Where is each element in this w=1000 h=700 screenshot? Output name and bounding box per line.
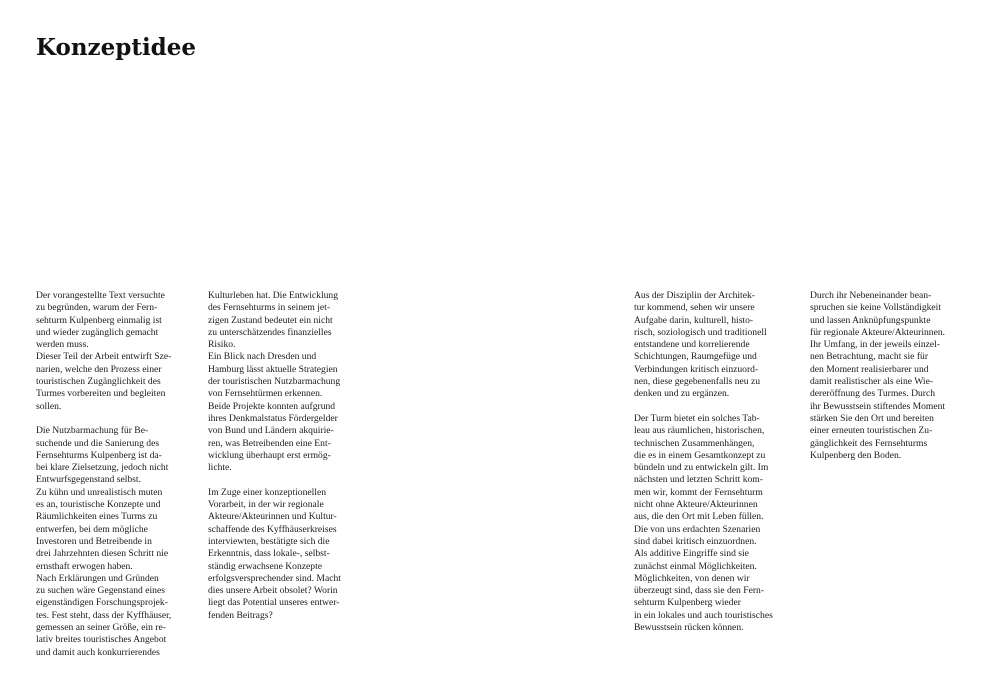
text-column-2: Kulturleben hat. Die Entwicklung des Fernsehturms in seinem jet- zigen Zustand bedeutet ein nicht zu unterschätzendes finanzielles Risiko. Ein Blick nach Dresden und Hamburg lässt aktuelle Strategien der touristischen Nutzbarmachung von Fernsehtürmen erkennen. Beide Projekte konnten aufgrund ihres Denkmalstatus Fördergelder von Bund und Ländern akquirie- ren, was Betreibenden eine Ent- wicklung überhaupt erst ermög- lichte. Im Zuge einer konzeptionellen Vorarbeit, in der wir regionale Akteure/Akteurinnen und Kultur- schaffende des Kyffhäuserkreises interviewten, bestätigte sich die Erkenntnis, dass lokale-, selbst- ständig erwachsene Konzepte erfolgsversprechender sind. Macht dies unsere Arbeit obsolet? Worin liegt das Potential unseres entwer- fenden Beitrags? — [208, 290, 341, 621]
page-title: Konzeptidee — [36, 34, 197, 61]
text-column-3: Aus der Disziplin der Architek- tur kommend, sehen wir unsere Aufgabe darin, kulturell, histo- risch, soziologisch und traditionell entstandene und korrelierende Schichtungen, Raumgefüge und Verbindungen kritisch einzuord- nen, diese gegebenenfalls neu zu denken und zu ergänzen. Der Turm bietet ein solches Tab- leau aus räumlichen, historischen, technischen Zusammenhängen, die es in einem Gesamtkonzept zu bündeln und zu entwickeln gilt. Im nächsten und letzten Schritt kom- men wir, kommt der Fernsehturm nicht ohne Akteure/Akteurinnen aus, die den Ort mit Leben füllen. Die von uns erdachten Szenarien sind dabei kritisch einzuordnen. Als additive Eingriffe sind sie zunächst einmal Möglichkeiten. Möglichkeiten, von denen wir überzeugt sind, dass sie den Fern- sehturm Kulpenberg wieder in ein lokales und auch touristisches Bewusstsein rücken können. — [634, 290, 773, 634]
text-column-4: Durch ihr Nebeneinander bean- spruchen sie keine Vollständigkeit und lassen Anknüpfungspunkte für regionale Akteure/Akteurinnen. Ihr Umfang, in der jeweils einzel- nen Betrachtung, macht sie für den Moment realisierbarer und damit realistischer als eine Wie- dereröffnung des Turmes. Durch ihr Bewusstsein stiftendes Moment stärken Sie den Ort und bereiten einer erneuten touristischen Zu- gänglichkeit des Fernsehturms Kulpenberg den Boden. — [810, 290, 946, 461]
text-column-1: Der vorangestellte Text versuchte zu begründen, warum der Fern- sehturm Kulpenberg einmalig ist und wieder zugänglich gemacht werden muss. Dieser Teil der Arbeit entwirft Sze- narien, welche den Prozess einer touristischen Zugänglichkeit des Turmes vorbereiten und begleiten sollen. Die Nutzbarmachung für Be- suchende und die Sanierung des Fernsehturms Kulpenberg ist da- bei klare Zielsetzung, jedoch nicht Entwurfsgegenstand selbst. Zu kühn und unrealistisch muten es an, touristische Konzepte und Räumlichkeiten eines Turms zu entwerfen, bei dem mögliche Investoren und Betreibende in drei Jahrzehnten diesen Schritt nie ernsthaft erwogen haben. Nach Erklärungen und Gründen zu suchen wäre Gegenstand eines eigenständigen Forschungsprojek- tes. Fest steht, dass der Kyffhäuser, gemessen an seiner Größe, ein re- lativ breites touristisches Angebot und damit auch konkurrierendes — [36, 290, 172, 658]
